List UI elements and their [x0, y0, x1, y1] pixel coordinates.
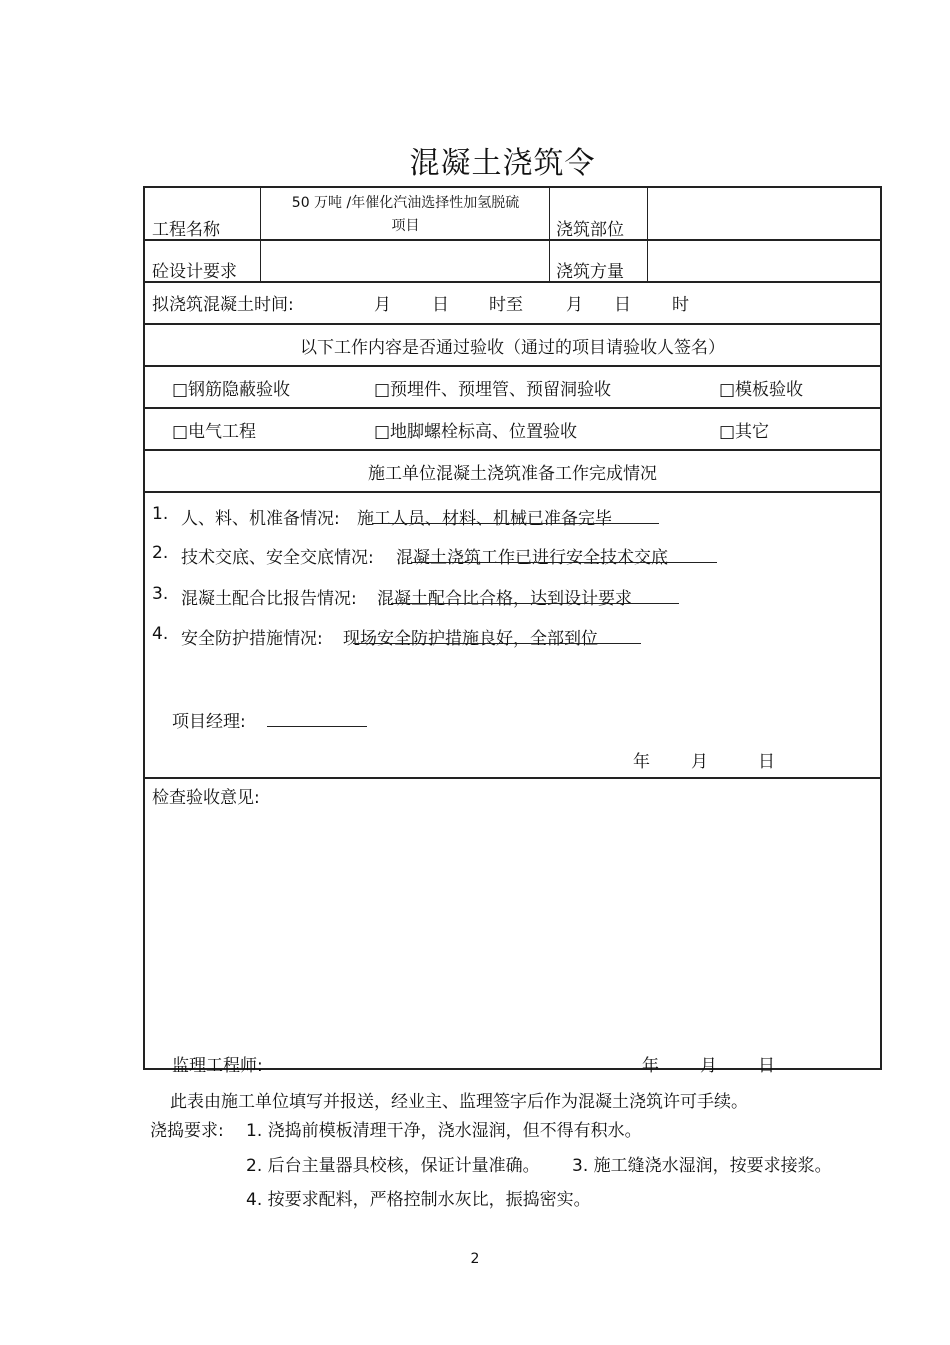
- end-hour: 时: [672, 295, 689, 315]
- date-day: 日: [758, 752, 775, 772]
- fill-underline: [411, 562, 717, 563]
- col-divider: [549, 188, 550, 281]
- prep-item-value: 混凝土浇筑工作已进行安全技术交底: [396, 548, 668, 568]
- prep-item-value: 现场安全防护措施良好，全部到位: [343, 629, 598, 649]
- pour-order-table: [143, 186, 882, 1076]
- row-divider: [145, 449, 880, 451]
- prep-item-label: 混凝土配合比报告情况:: [181, 589, 357, 609]
- project-name-label: 工程名称: [152, 220, 220, 240]
- check-rebar: □钢筋隐蔽验收: [172, 380, 291, 400]
- end-month: 月: [566, 295, 583, 315]
- col-divider: [647, 188, 648, 281]
- date-month: 月: [700, 1056, 717, 1076]
- prep-item-label: 人、料、机准备情况:: [181, 509, 340, 529]
- fill-underline: [391, 603, 679, 604]
- design-requirement-label: 砼设计要求: [152, 262, 237, 282]
- project-name-value-line1: 50 万吨 /年催化汽油选择性加氢脱硫: [291, 195, 520, 211]
- supervisor-label: 监理工程师:: [172, 1056, 263, 1076]
- signature-line: [267, 726, 367, 727]
- col-divider: [260, 188, 261, 281]
- page-number: 2: [470, 1251, 480, 1267]
- start-month: 月: [374, 295, 391, 315]
- row-divider: [145, 491, 880, 493]
- check-embedded-parts: □预埋件、预埋管、预留洞验收: [374, 380, 612, 400]
- check-electrical: □电气工程: [172, 422, 257, 442]
- prep-item-label: 安全防护措施情况:: [181, 629, 323, 649]
- date-day: 日: [758, 1056, 775, 1076]
- start-hour-to: 时至: [489, 295, 523, 315]
- prep-item-num: 3.: [152, 584, 169, 604]
- row-divider: [145, 281, 880, 283]
- prep-item-num: 2.: [152, 543, 169, 563]
- pour-requirements-label: 浇捣要求:: [150, 1121, 224, 1141]
- date-year: 年: [633, 752, 650, 772]
- pour-requirement-4: 4. 按要求配料，严格控制水灰比，振捣密实。: [246, 1190, 591, 1210]
- pour-location-label: 浇筑部位: [556, 220, 624, 240]
- prep-item-value: 施工人员、材料、机械已准备完毕: [357, 509, 612, 529]
- inspection-opinion-label: 检查验收意见:: [152, 788, 260, 808]
- pour-requirement-1: 1. 浇捣前模板清理干净，浇水湿润，但不得有积水。: [246, 1121, 642, 1141]
- row-divider: [145, 365, 880, 367]
- pour-volume-label: 浇筑方量: [556, 262, 624, 282]
- prep-item-value: 混凝土配合比合格，达到设计要求: [377, 589, 632, 609]
- prep-item-num: 1.: [152, 504, 169, 524]
- start-day: 日: [432, 295, 449, 315]
- pour-requirement-2: 2. 后台主量器具校核，保证计量准确。: [246, 1156, 540, 1176]
- date-month: 月: [691, 752, 708, 772]
- check-anchor-bolts: □地脚螺栓标高、位置验收: [374, 422, 578, 442]
- fill-underline: [372, 523, 659, 524]
- row-divider: [145, 323, 880, 325]
- row-divider: [145, 777, 880, 779]
- acceptance-header: 以下工作内容是否通过验收（通过的项目请验收人签名）: [300, 338, 725, 358]
- fill-underline: [353, 643, 641, 644]
- row-divider: [145, 407, 880, 409]
- page-title: 混凝土浇筑令: [409, 146, 596, 181]
- end-day: 日: [614, 295, 631, 315]
- pour-requirement-3: 3. 施工缝浇水湿润，按要求接浆。: [572, 1156, 832, 1176]
- date-year: 年: [642, 1056, 659, 1076]
- preparation-header: 施工单位混凝土浇筑准备工作完成情况: [368, 464, 657, 484]
- check-other: □其它: [719, 422, 770, 442]
- signature-line: [286, 1069, 391, 1070]
- prep-item-label: 技术交底、安全交底情况:: [181, 548, 374, 568]
- check-formwork: □模板验收: [719, 380, 804, 400]
- project-manager-label: 项目经理:: [172, 712, 246, 732]
- row-divider: [145, 239, 880, 241]
- prep-item-num: 4.: [152, 624, 169, 644]
- project-name-value-line2: 项目: [391, 218, 420, 234]
- pour-time-label: 拟浇筑混凝土时间:: [152, 295, 294, 315]
- form-note: 此表由施工单位填写并报送，经业主、监理签字后作为混凝土浇筑许可手续。: [170, 1092, 748, 1112]
